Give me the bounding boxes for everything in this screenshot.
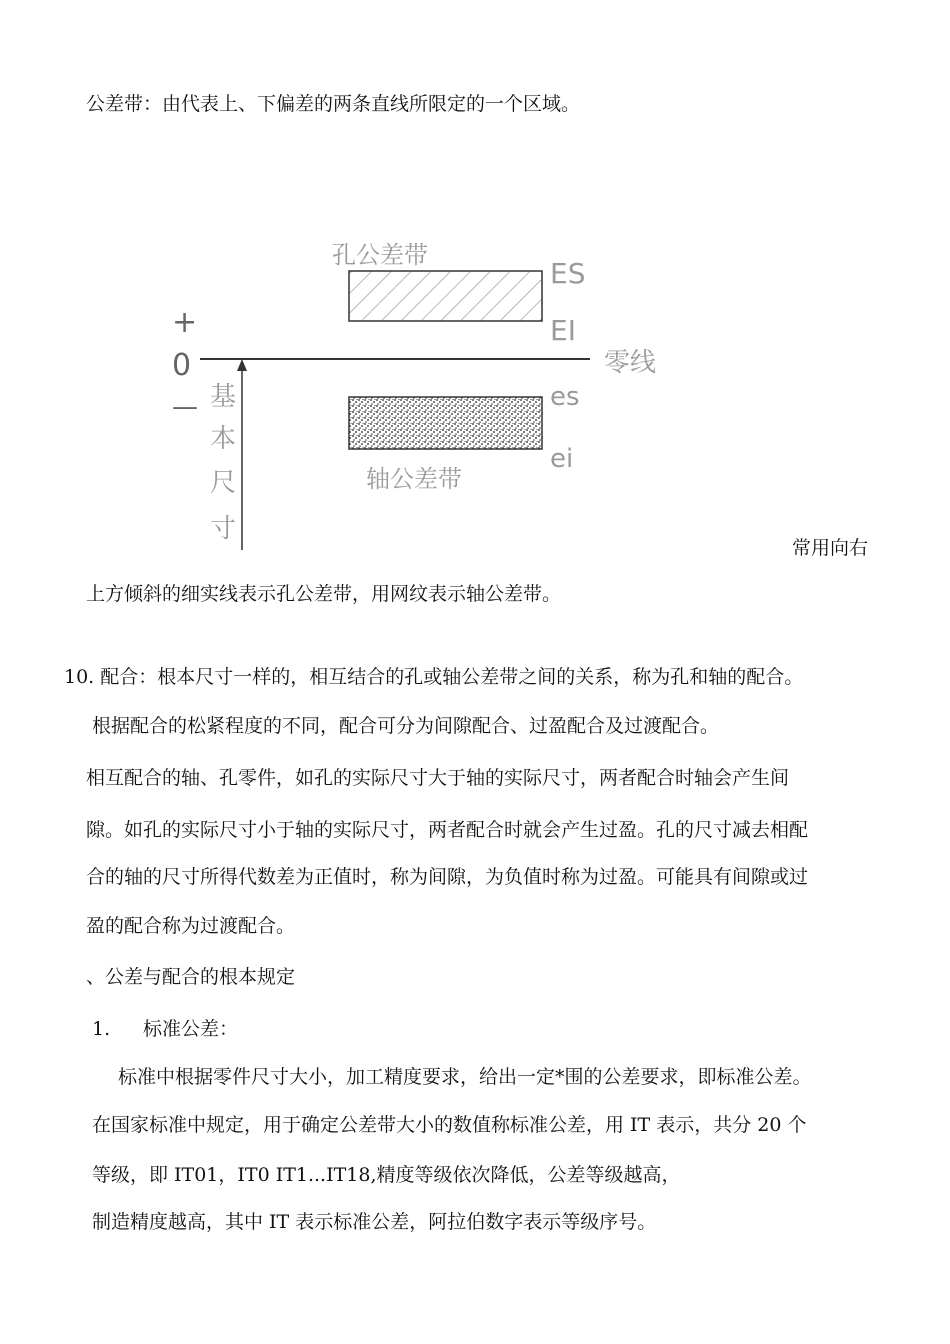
basic-size-char-3: 尺 [210,468,237,498]
paragraph-fit-explanation-3: 合的轴的尺寸所得代数差为正值时，称为间隙，为负值时称为过盈。可能具有间隙或过 [86,866,809,888]
ei-label: ei [550,444,574,474]
basic-size-char-2: 本 [210,424,237,454]
paragraph-fit-explanation-1: 相互配合的轴、孔零件，如孔的实际尺寸大于轴的实际尺寸，两者配合时轴会产生间 [86,767,790,789]
paragraph-fit-explanation-4: 盈的配合称为过渡配合。 [86,915,296,937]
paragraph-national-standard-2: 等级，即 IT01，IT0 IT1...IT18,精度等级依次降低，公差等级越高， [92,1164,681,1186]
es-label: es [550,382,580,412]
paragraph-tolerance-zone-definition: 公差带：由代表上、下偏差的两条直线所限定的一个区域。 [86,93,581,115]
plus-sign: + [172,305,198,340]
paragraph-standard-tolerance: 标准中根据零件尺寸大小，加工精度要求，给出一定*围的公差要求，即标准公差。 [118,1066,812,1088]
paragraph-national-standard-1: 在国家标准中规定，用于确定公差带大小的数值称标准公差，用 IT 表示，共分 20 个 [92,1114,807,1136]
basic-size-char-1: 基 [210,382,237,412]
tolerance-zone-diagram [160,225,680,560]
section-heading: 、公差与配合的根本规定 [86,966,296,988]
tolerance-zone-svg [160,225,680,560]
paragraph-fit-types: 根据配合的松紧程度的不同，配合可分为间隙配合、过盈配合及过渡配合。 [92,715,720,737]
zero-sign: 0 [172,348,192,383]
paragraph-hatch-explanation: 上方倾斜的细实线表示孔公差带，用网纹表示轴公差带。 [86,583,562,605]
zero-line-label: 零线 [604,348,657,378]
basic-size-char-4: 寸 [210,514,237,544]
shaft-tolerance-zone [349,397,542,449]
paragraph-common-right: 常用向右 [792,537,869,559]
paragraph-national-standard-3: 制造精度越高，其中 IT 表示标准公差，阿拉伯数字表示等级序号。 [92,1211,657,1233]
hole-tolerance-zone [349,271,542,321]
arrow-head [237,359,247,371]
paragraph-fit-explanation-2: 隙。如孔的实际尺寸小于轴的实际尺寸，两者配合时就会产生过盈。孔的尺寸减去相配 [86,819,809,841]
ES-label: ES [550,257,586,290]
hole-zone-label: 孔公差带 [332,241,428,269]
subsection-number: 1. [92,1018,111,1040]
EI-label: EI [550,314,576,347]
shaft-zone-label: 轴公差带 [366,465,462,493]
paragraph-fit-definition: 10. 配合：根本尺寸一样的，相互结合的孔或轴公差带之间的关系，称为孔和轴的配合。 [64,666,804,688]
minus-sign: — [172,392,198,422]
subsection-title: 标准公差： [143,1018,239,1040]
